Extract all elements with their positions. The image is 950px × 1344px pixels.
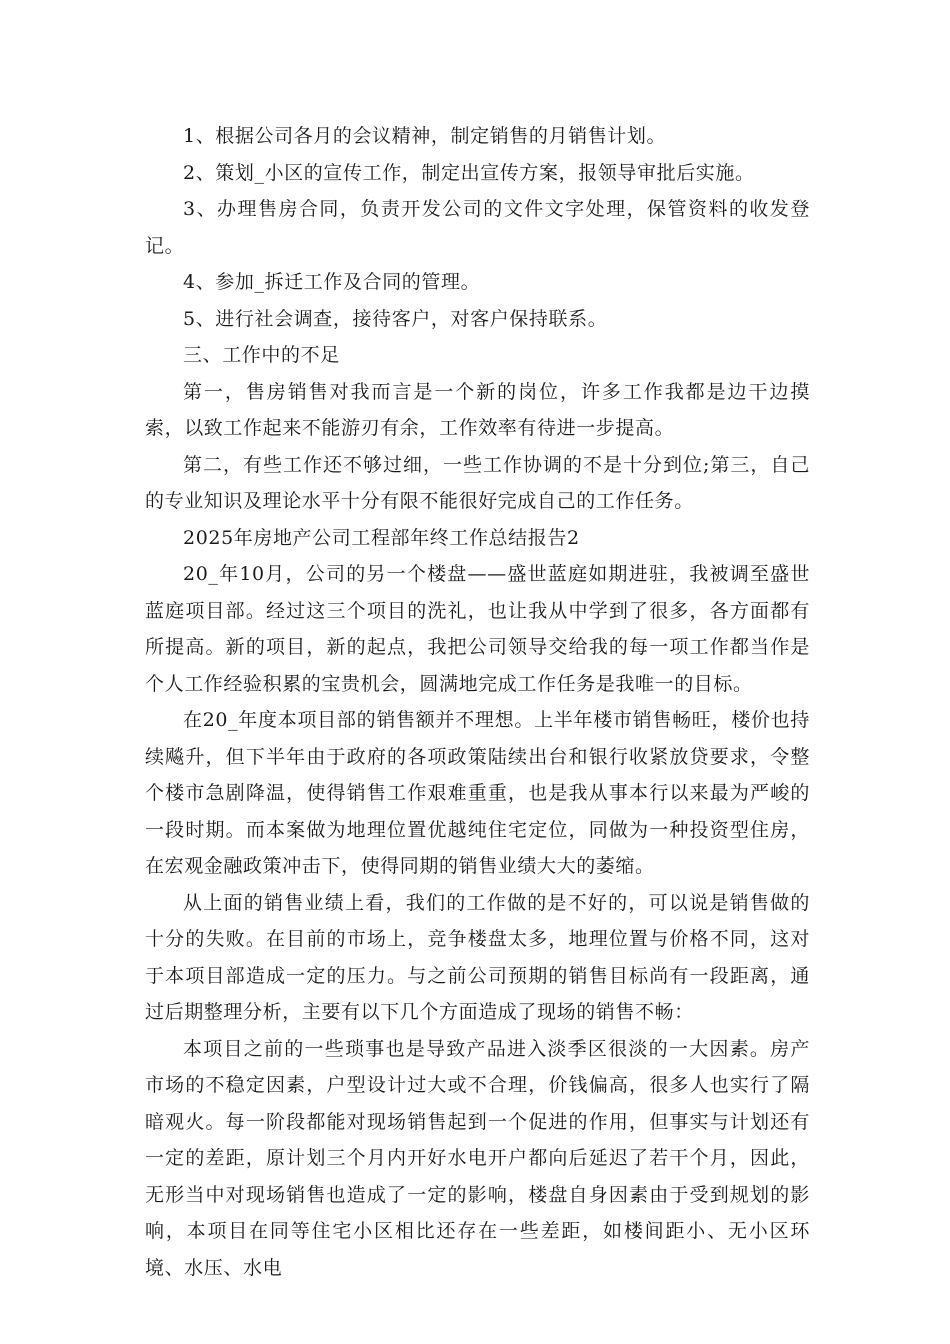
list-item: 2、策划_小区的宣传工作，制定出宣传方案，报领导审批后实施。 <box>183 161 755 184</box>
list-item: 3、办理售房合同，负责开发公司的文件文字处理，保管资料的收发登记。 <box>145 198 810 257</box>
paragraph: 第二，有些工作还不够过细，一些工作协调的不是十分到位;第三，自己的专业知识及理论水平十分有限不能很好完成自己的工作任务。 <box>145 453 810 512</box>
paragraph: 本项目之前的一些琐事也是导致产品进入淡季区很淡的一大因素。房产市场的不稳定因素，户型设计过大或不合理，价钱偏高，很多人也实行了隔暗观火。每一阶段都能对现场销售起到一个促进的作用，但事实与计划还有一定的差距，原计划三个月内开好水电开户都向后延迟了若干个月，因此，无形当中对现场销售也造成了一定的影响，楼盘自身因素由于受到规划的影响，本项目在同等住宅小区相比还存在一些差距，如楼间距小、无小区环境、水压、水电 <box>145 1037 810 1279</box>
document-body <box>145 118 810 1286</box>
list-item: 5、进行社会调查，接待客户，对客户保持联系。 <box>183 307 608 330</box>
list-item: 4、参加_拆迁工作及合同的管理。 <box>183 271 481 293</box>
paragraph: 在20_年度本项目部的销售额并不理想。上半年楼市销售畅旺，楼价也持续飚升，但下半年由于政府的各项政策陆续出台和银行收紧放贷要求，令整个楼市急剧降温，使得销售工作艰难重重，也是我从事本行以来最为严峻的一段时期。而本案做为地理位置优越纯住宅定位，同做为一种投资型住房，在宏观金融政策冲击下，使得同期的销售业绩大大的萎缩。 <box>145 709 810 877</box>
paragraph: 20_年10月，公司的另一个楼盘——盛世蓝庭如期进驻，我被调至盛世蓝庭项目部。经过这三个项目的洗礼，也让我从中学到了很多，各方面都有所提高。新的项目，新的起点，我把公司领导交给我的每一项工作都当作是个人工作经验积累的宝贵机会，圆满地完成工作任务是我唯一的目标。 <box>145 563 810 695</box>
section-heading: 三、工作中的不足 <box>183 344 340 366</box>
list-item: 1、根据公司各月的会议精神，制定销售的月销售计划。 <box>183 125 667 147</box>
report-title: 2025年房地产公司工程部年终工作总结报告2 <box>183 526 580 549</box>
paragraph: 第一，售房销售对我而言是一个新的岗位，许多工作我都是边干边摸索，以致工作起来不能游刃有余，工作效率有待进一步提高。 <box>145 380 810 439</box>
paragraph: 从上面的销售业绩上看，我们的工作做的是不好的，可以说是销售做的十分的失败。在目前的市场上，竞争楼盘太多，地理位置与价格不同，这对于本项目部造成一定的压力。与之前公司预期的销售目标尚有一段距离，通过后期整理分析，主要有以下几个方面造成了现场的销售不畅： <box>145 891 810 1023</box>
